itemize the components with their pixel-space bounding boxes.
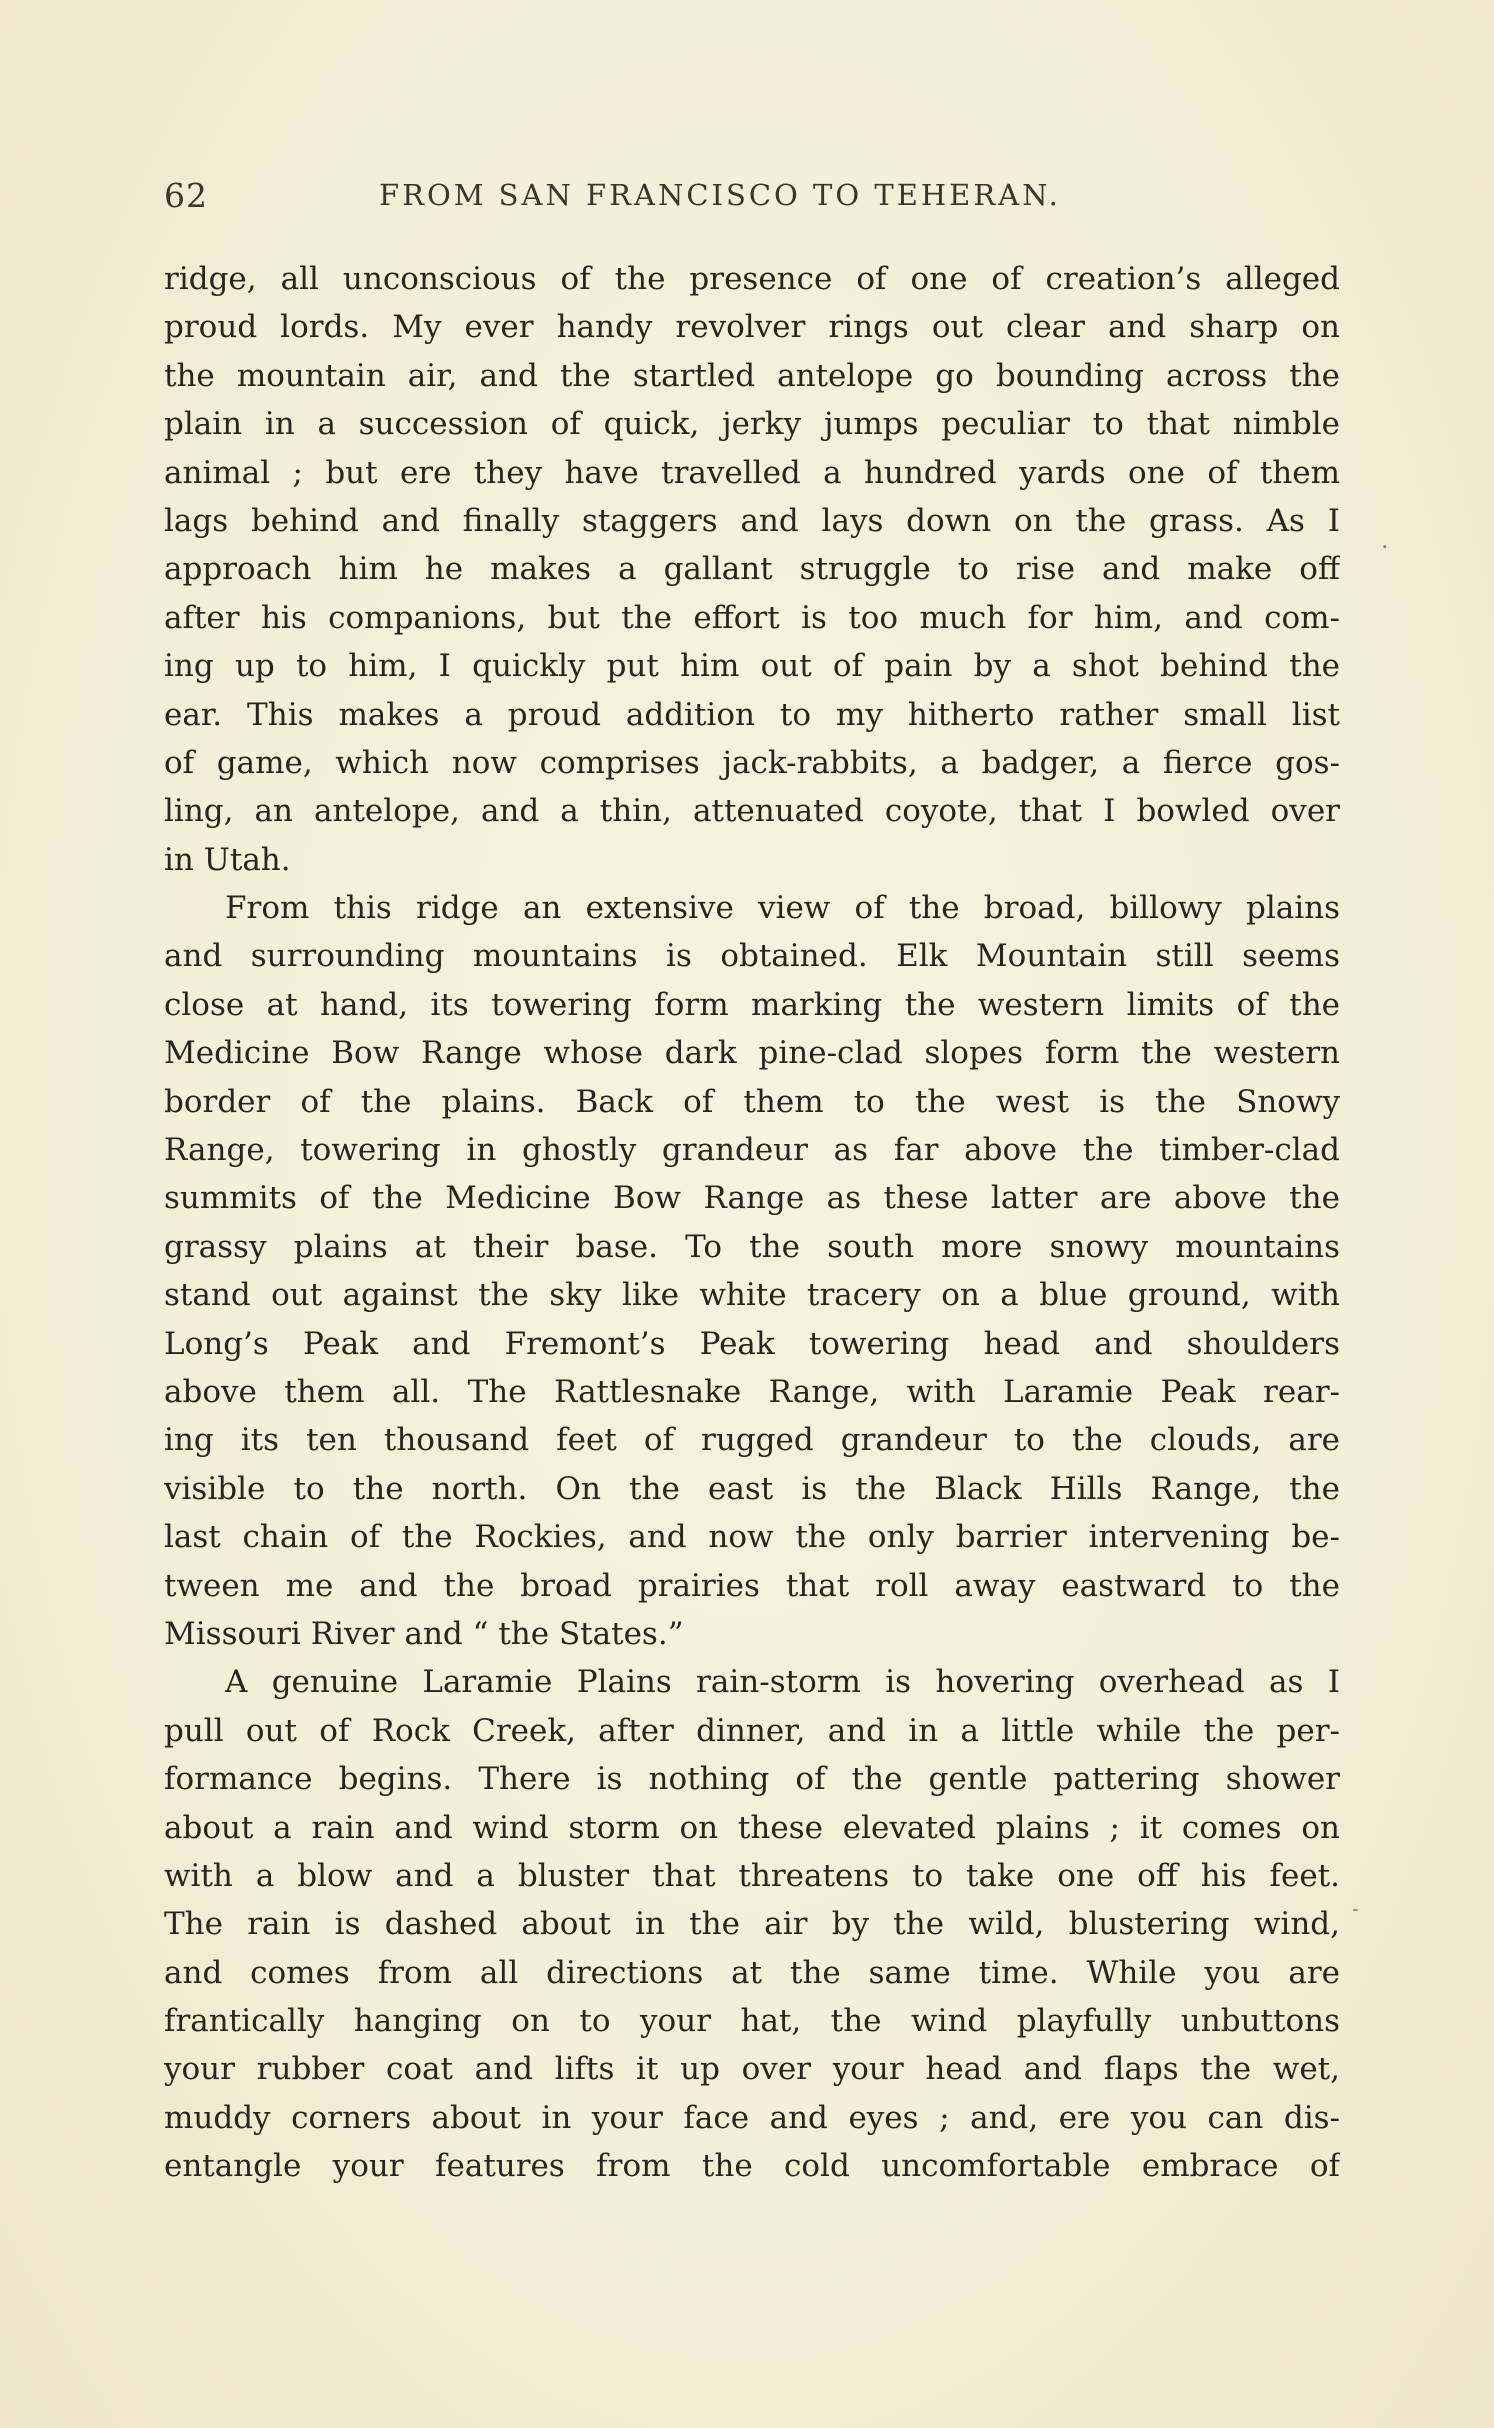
text-line: frantically hanging on to your hat, the wind playfully unbuttons [164,2003,1340,2040]
page-number: 62 [164,176,208,215]
paragraph-2 [164,884,1340,1658]
paragraph-1 [164,255,1340,884]
text-line: Medicine Bow Range whose dark pine-clad slopes form the western [164,1035,1340,1072]
text-line: proud lords. My ever handy revolver rings out clear and sharp on [164,309,1340,346]
text-line: and surrounding mountains is obtained. Elk Mountain still seems [164,938,1340,975]
text-line: ridge, all unconscious of the presence of one of creation’s alleged [164,261,1340,297]
text-line: visible to the north. On the east is the Black Hills Range, the [164,1470,1340,1507]
text-line: the mountain air, and the startled antelope go bounding across the [164,357,1340,394]
text-line: your rubber coat and lifts it up over your head and flaps the wet, [164,2051,1340,2088]
text-line: The rain is dashed about in the air by the wild, blustering wind, [164,1906,1340,1943]
text-line: plain in a succession of quick, jerky jumps peculiar to that nimble [164,406,1340,443]
text-line: muddy corners about in your face and eyes ; and, ere you can dis- [164,2099,1340,2136]
text-line: pull out of Rock Creek, after dinner, and in a little while the per- [164,1712,1340,1749]
paragraph-3 [164,1658,1340,2190]
text-line: after his companions, but the effort is too much for him, and com- [164,599,1340,636]
text-line: tween me and the broad prairies that roll away eastward to the [164,1567,1340,1604]
text-line: lags behind and finally staggers and lays down on the grass. As I [164,502,1340,539]
text-line: with a blow and a bluster that threatens to take one off his feet. [164,1857,1340,1894]
body-text [164,255,1340,2191]
page-header [164,176,1344,236]
text-line: ing up to him, I quickly put him out of pain by a shot behind the [164,648,1340,685]
text-line: entangle your features from the cold uncomfortable embrace of [164,2148,1340,2185]
text-line: last chain of the Rockies, and now the only barrier intervening be- [164,1519,1340,1556]
text-line: about a rain and wind storm on these elevated plains ; it comes on [164,1809,1340,1846]
text-line: above them all. The Rattlesnake Range, with Laramie Peak rear- [164,1373,1340,1410]
text-line: Range, towering in ghostly grandeur as far above the timber-clad [164,1132,1340,1169]
text-line: and comes from all directions at the same time. While you are [164,1954,1340,1991]
text-line: stand out against the sky like white tracery on a blue ground, with [164,1277,1340,1314]
text-line: close at hand, its towering form marking the western limits of the [164,986,1340,1023]
text-line: summits of the Medicine Bow Range as these latter are above the [164,1180,1340,1217]
margin-mark: . [1381,526,1389,554]
text-line: Long’s Peak and Fremont’s Peak towering head and shoulders [164,1325,1340,1362]
text-line: border of the plains. Back of them to the west is the Snowy [164,1083,1340,1120]
text-line: approach him he makes a gallant struggle to rise and make off [164,551,1340,588]
running-title: FROM SAN FRANCISCO TO TEHERAN. [379,178,1061,212]
text-line: A genuine Laramie Plains rain-storm is hovering overhead as I [225,1664,1340,1701]
text-line: Missouri River and “ the States.” [164,1615,684,1652]
text-line: ling, an antelope, and a thin, attenuated coyote, that I bowled over [164,793,1340,830]
text-line: animal ; but ere they have travelled a hundred yards one of them [164,454,1340,491]
text-line: From this ridge an extensive view of the broad, billowy plains [225,890,1340,927]
text-line: grassy plains at their base. To the south more snowy mountains [164,1228,1340,1265]
text-line: formance begins. There is nothing of the gentle pattering shower [164,1761,1340,1798]
text-line: of game, which now comprises jack-rabbits, a badger, a fierce gos- [164,744,1340,781]
text-line: ing its ten thousand feet of rugged grandeur to the clouds, are [164,1422,1340,1459]
text-line: ear. This makes a proud addition to my hitherto rather small list [164,696,1340,733]
paper-speck [1353,1909,1358,1911]
text-line: in Utah. [164,841,291,878]
